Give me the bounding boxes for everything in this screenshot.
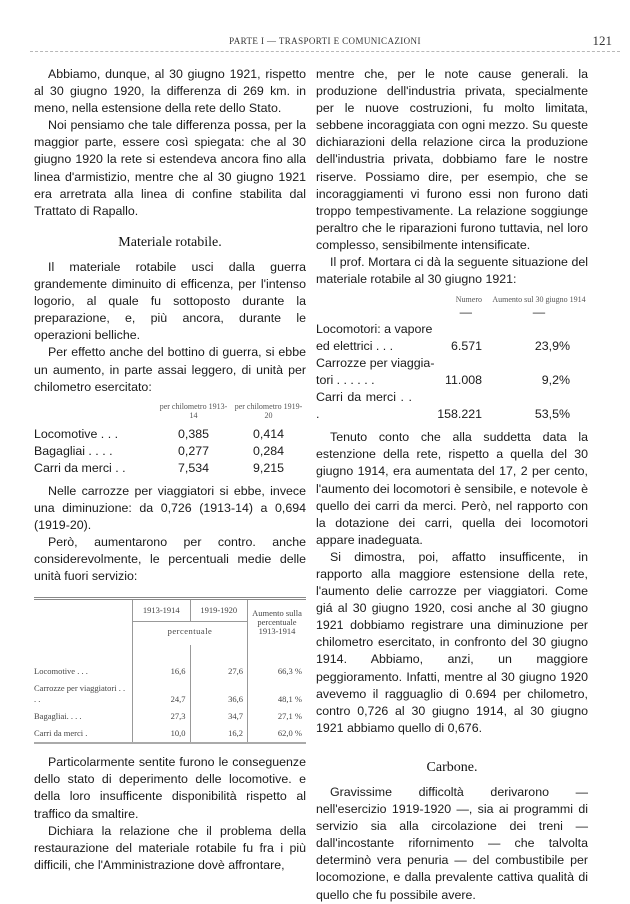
section-heading-materiale-rotabile: Materiale rotabile.: [118, 234, 222, 250]
table-row: [34, 708, 306, 725]
row-label: Locomotori: a vapore: [316, 322, 433, 337]
table-row: [316, 338, 588, 355]
row-label: ed elettrici . . .: [316, 339, 394, 354]
cell: 9,2%: [541, 373, 570, 388]
column-header: per chilometro 1913-14: [159, 401, 228, 420]
cell: 11.008: [445, 373, 482, 388]
row-label: tori . . . . . .: [316, 373, 375, 388]
cell: 16,6: [133, 663, 191, 680]
cell: 27,6: [190, 663, 248, 680]
row-label: Carrozze per viaggiatori . . . .: [34, 683, 126, 705]
paragraph: Però, aumentarono per contro. anche considerevolmente, le percentuali medie delle unità fuori servizio:: [34, 534, 306, 584]
running-header: [30, 33, 620, 52]
column-group-header: percentuale: [133, 622, 248, 646]
cell: 48,1 %: [248, 680, 307, 708]
row-label: Bagagliai. . . .: [34, 711, 82, 722]
left-column: [34, 66, 306, 874]
table-row: [316, 321, 588, 338]
table-row: [316, 389, 588, 423]
divider: —: [459, 305, 472, 320]
page-number: 121: [592, 33, 612, 48]
paragraph: Nelle carrozze per viaggiatori si ebbe, invece una diminuzione: da 0,726 (1913-14) a 0,694 (1919-20).: [34, 483, 306, 532]
row-label: Locomotive . . .: [34, 426, 119, 441]
row-label: Locomotive . . .: [34, 666, 88, 677]
cell: 6.571: [450, 339, 482, 354]
running-header-title: PARTE I — TRASPORTI E COMUNICAZIONI: [229, 36, 421, 46]
cell: 0,277: [177, 443, 209, 458]
row-label: Carri da merci .: [34, 728, 88, 739]
cell: 158.221: [437, 407, 482, 422]
paragraph: Il materiale rotabile usci dalla guerra grandemente diminuito di efficenza, per l'intenso logorio, al quale fu sottoposto durante la preparazione, e, più ancora, durante le operazioni belliche.: [34, 259, 306, 343]
divider: —: [532, 305, 546, 320]
paragraph: Abbiamo, dunque, al 30 giugno 1921, rispetto al 30 giugno 1920, la differenza di 269 km. in meno, nella estensione della rete dello Stato.: [34, 67, 306, 116]
table-row: [34, 680, 306, 708]
cell: 66,3 %: [248, 663, 307, 680]
column-header: 1919-1920: [190, 599, 248, 622]
cell: 9,215: [252, 460, 284, 475]
row-label: Bagagliai . . . .: [34, 443, 113, 458]
paragraph: Tenuto conto che alla suddetta data la estenzione della rete, rispetto a quella del 30 giugno 1914, era aumentata del 17, 2 per cento, l'aumento dei locomotori è sensibile, e notevole è quello dei carri da merci. Però, nel rapporto con la dotazione dei carri, quella dei locomotori appare inadeguata.: [316, 430, 588, 547]
paragraph: mentre che, per le note cause generali. la produzione dell'industria privata, specialmente per le nuove costruzioni, fu molto limitata, sebbene incoraggiata con ogni mezzo. Su queste dichiarazioni della relazione circa la produzione dell'industria privata, dobbiamo fare le nostre riserve. Possiamo dire, per esempio, che se incoraggiamenti vi furono essi non furono dati troppo tempestivamente. La relazione soggiunge peraltro che le riparazioni furono tuttavia, nel loro complesso, sensibilmente intensificate.: [316, 67, 588, 252]
table-row: [34, 460, 306, 477]
cell: 62,0 %: [248, 725, 307, 743]
cell: 36,6: [190, 680, 248, 708]
paragraph: Si dimostra, poi, affatto insufficente, in rapporto alla maggiore estensione della rete, l'aumento delie carrozze per viaggiatori. Come giá al 30 giugno 1920, cosi anche al 30 giugno 1921 dobbiamo registrare una diminuzione per chilometro esercitato, in confronto del 30 giugno 1914. Abbiamo, anzi, un maggiore peggioramento. Infatti, mentre al 30 giugno 1920 avevemo il ragguaglio di 0.694 per chilometro, contro 0,726 al 30 giugno 1914, al 30 giugno 1921 abbiamo quello di 0,676.: [316, 549, 588, 735]
row-label: Carrozze per viaggia-: [316, 356, 435, 371]
cell: 10,0: [133, 725, 191, 743]
cell: 34,7: [190, 708, 248, 725]
column-header: per chilometro 1919-20: [234, 401, 303, 420]
out-of-service-percentage-table: [34, 597, 306, 744]
paragraph: Gravissime difficoltà derivarono — nell'esercizio 1919-1920 —, sia ai programmi di servizio sia alla circolazione dei treni — dall'incostante rifornimento — che talvolta determinò vera penuria — del combustibile per locomozione, e dalla prevalente cattiva qualità di quello che fu possibile avere.: [316, 785, 588, 902]
right-column: [316, 66, 588, 904]
cell: 53,5%: [534, 407, 570, 422]
table-row: [34, 443, 306, 460]
paragraph: Per effetto anche del bottino di guerra, si ebbe un aumento, in parte assai leggero, di unità per chilometro esercitato:: [34, 345, 306, 394]
units-per-km-table: [34, 402, 306, 477]
row-label: Carri da merci . .: [34, 460, 126, 475]
paragraph: Dichiara la relazione che il problema della restaurazione del materiale rotabile fu fra i più difficili, che l'Amministrazione dovè affrontare,: [34, 823, 306, 872]
table-row: [34, 426, 306, 443]
cell: 7,534: [177, 460, 209, 475]
paragraph: Noi pensiamo che tale differenza possa, per la maggior parte, essere così spiegata: che al 30 giugno 1920 la rete si estendeva ancora fino alla linea d'armistizio, mentre che al 30 giugno 1921 era arretrata alla linea di confine stabilita dal Trattato di Rapallo.: [34, 118, 306, 218]
cell: 27,3: [133, 708, 191, 725]
cell: 0,284: [252, 443, 284, 458]
table-row: [316, 372, 588, 389]
cell: 23,9%: [534, 339, 570, 354]
table-row: [34, 725, 306, 743]
table-row: [316, 355, 588, 372]
cell: 0,414: [252, 426, 284, 441]
table-row: [34, 663, 306, 680]
column-header: Numero: [455, 295, 482, 305]
paragraph: Il prof. Mortara ci dà la seguente situazione del materiale rotabile al 30 giugno 1921:: [316, 255, 588, 287]
cell: 27,1 %: [248, 708, 307, 725]
paragraph: Particolarmente sentite furono le conseguenze dello stato di deperimento delle locomotive. e della loro insufficente disponibilità rispetto al traffico da smaltire.: [34, 755, 306, 821]
cell: 24,7: [133, 680, 191, 708]
rolling-stock-table: [316, 296, 588, 423]
column-header: Aumento sul 30 giugno 1914: [492, 295, 586, 305]
column-header: Aumento sulla percentuale 1913-1914: [248, 599, 307, 646]
cell: 16,2: [190, 725, 248, 743]
section-heading-carbone: Carbone.: [426, 759, 478, 775]
column-header: 1913-1914: [133, 599, 191, 622]
cell: 0,385: [177, 426, 209, 441]
row-label: Carri da merci . . .: [316, 390, 412, 422]
